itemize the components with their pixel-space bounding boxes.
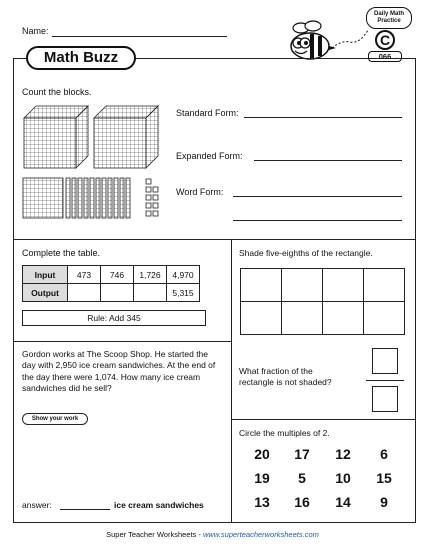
number-choice[interactable]: 15 (376, 470, 392, 486)
rule-text: Rule: Add 345 (87, 313, 141, 323)
number-choice[interactable]: 6 (380, 446, 388, 462)
badge-number: 066 (378, 52, 392, 61)
rect-cell[interactable] (363, 301, 405, 335)
expanded-form-label: Expanded Form: (176, 151, 243, 161)
input-output-table (22, 265, 200, 302)
hundred-flat (23, 178, 63, 218)
number-choice[interactable]: 12 (335, 446, 351, 462)
rect-cell[interactable] (281, 301, 323, 335)
output-header: Output (23, 284, 68, 302)
page-title: Math Buzz (43, 49, 119, 66)
badge (366, 7, 412, 29)
hundreds-tens-ones-blocks (22, 176, 172, 220)
name-line[interactable] (52, 36, 227, 37)
input-cell: 4,970 (167, 266, 200, 284)
word-form-label: Word Form: (176, 187, 224, 197)
input-cell: 1,726 (134, 266, 167, 284)
multiples-instruction: Circle the multiples of 2. (239, 428, 330, 438)
cube-1 (24, 106, 88, 168)
badge-letter-circle (375, 30, 395, 50)
dotted-trail-icon (330, 20, 370, 50)
badge-letter: C (379, 32, 391, 48)
table-instruction: Complete the table. (22, 248, 101, 258)
divider (231, 239, 232, 523)
answer-line[interactable] (60, 509, 110, 510)
output-cell[interactable] (134, 284, 167, 302)
cube-2 (94, 106, 158, 168)
output-cell: 5,315 (167, 284, 200, 302)
output-cell[interactable] (68, 284, 101, 302)
rect-cell[interactable] (240, 301, 282, 335)
output-cell[interactable] (101, 284, 134, 302)
divider (13, 239, 416, 240)
number-choice[interactable]: 13 (254, 494, 270, 510)
divider (13, 341, 231, 342)
show-work-button[interactable] (22, 413, 88, 425)
word-form-line-1[interactable] (233, 196, 402, 197)
fraction-bar (366, 380, 404, 381)
shade-instruction: Shade five-eighths of the rectangle. (239, 248, 373, 258)
name-label: Name: (22, 26, 49, 36)
denominator-box[interactable] (372, 386, 398, 412)
number-choice[interactable]: 16 (294, 494, 310, 510)
number-choice[interactable]: 20 (254, 446, 270, 462)
rule-box (22, 310, 206, 326)
footer (0, 530, 425, 539)
input-header: Input (23, 266, 68, 284)
rect-cell[interactable] (363, 268, 405, 302)
standard-form-line[interactable] (244, 117, 402, 118)
answer-unit: ice cream sandwiches (114, 500, 204, 510)
answer-label: answer: (22, 500, 52, 510)
number-choice[interactable]: 9 (380, 494, 388, 510)
thousand-cubes (22, 104, 172, 170)
rect-cell[interactable] (322, 268, 364, 302)
footer-link[interactable]: www.superteacherworksheets.com (202, 530, 319, 539)
number-choice[interactable]: 17 (294, 446, 310, 462)
word-form-line-2[interactable] (233, 220, 402, 221)
rect-cell[interactable] (281, 268, 323, 302)
footer-text: Super Teacher Worksheets - (106, 530, 203, 539)
number-choice[interactable]: 5 (298, 470, 306, 486)
show-work-label: Show your work (31, 416, 79, 422)
rect-cell[interactable] (322, 301, 364, 335)
word-problem-text: Gordon works at The Scoop Shop. He started the day with 2,950 ice cream sandwiches. At the end of the day there were 1,074. How many ice cream sandwiches did he sell? (22, 349, 216, 394)
title-pill (26, 46, 136, 70)
input-cell: 473 (68, 266, 101, 284)
fraction-question: What fraction of the rectangle is not shaded? (239, 366, 332, 387)
expanded-form-line[interactable] (254, 160, 402, 161)
input-cell: 746 (101, 266, 134, 284)
blocks-instruction: Count the blocks. (22, 87, 92, 97)
standard-form-label: Standard Form: (176, 108, 239, 118)
divider (231, 419, 416, 420)
rect-cell[interactable] (240, 268, 282, 302)
number-choice[interactable]: 19 (254, 470, 270, 486)
badge-text: Daily Math Practice (373, 11, 404, 24)
number-choice[interactable]: 14 (335, 494, 351, 510)
numerator-box[interactable] (372, 348, 398, 374)
number-choice[interactable]: 10 (335, 470, 351, 486)
